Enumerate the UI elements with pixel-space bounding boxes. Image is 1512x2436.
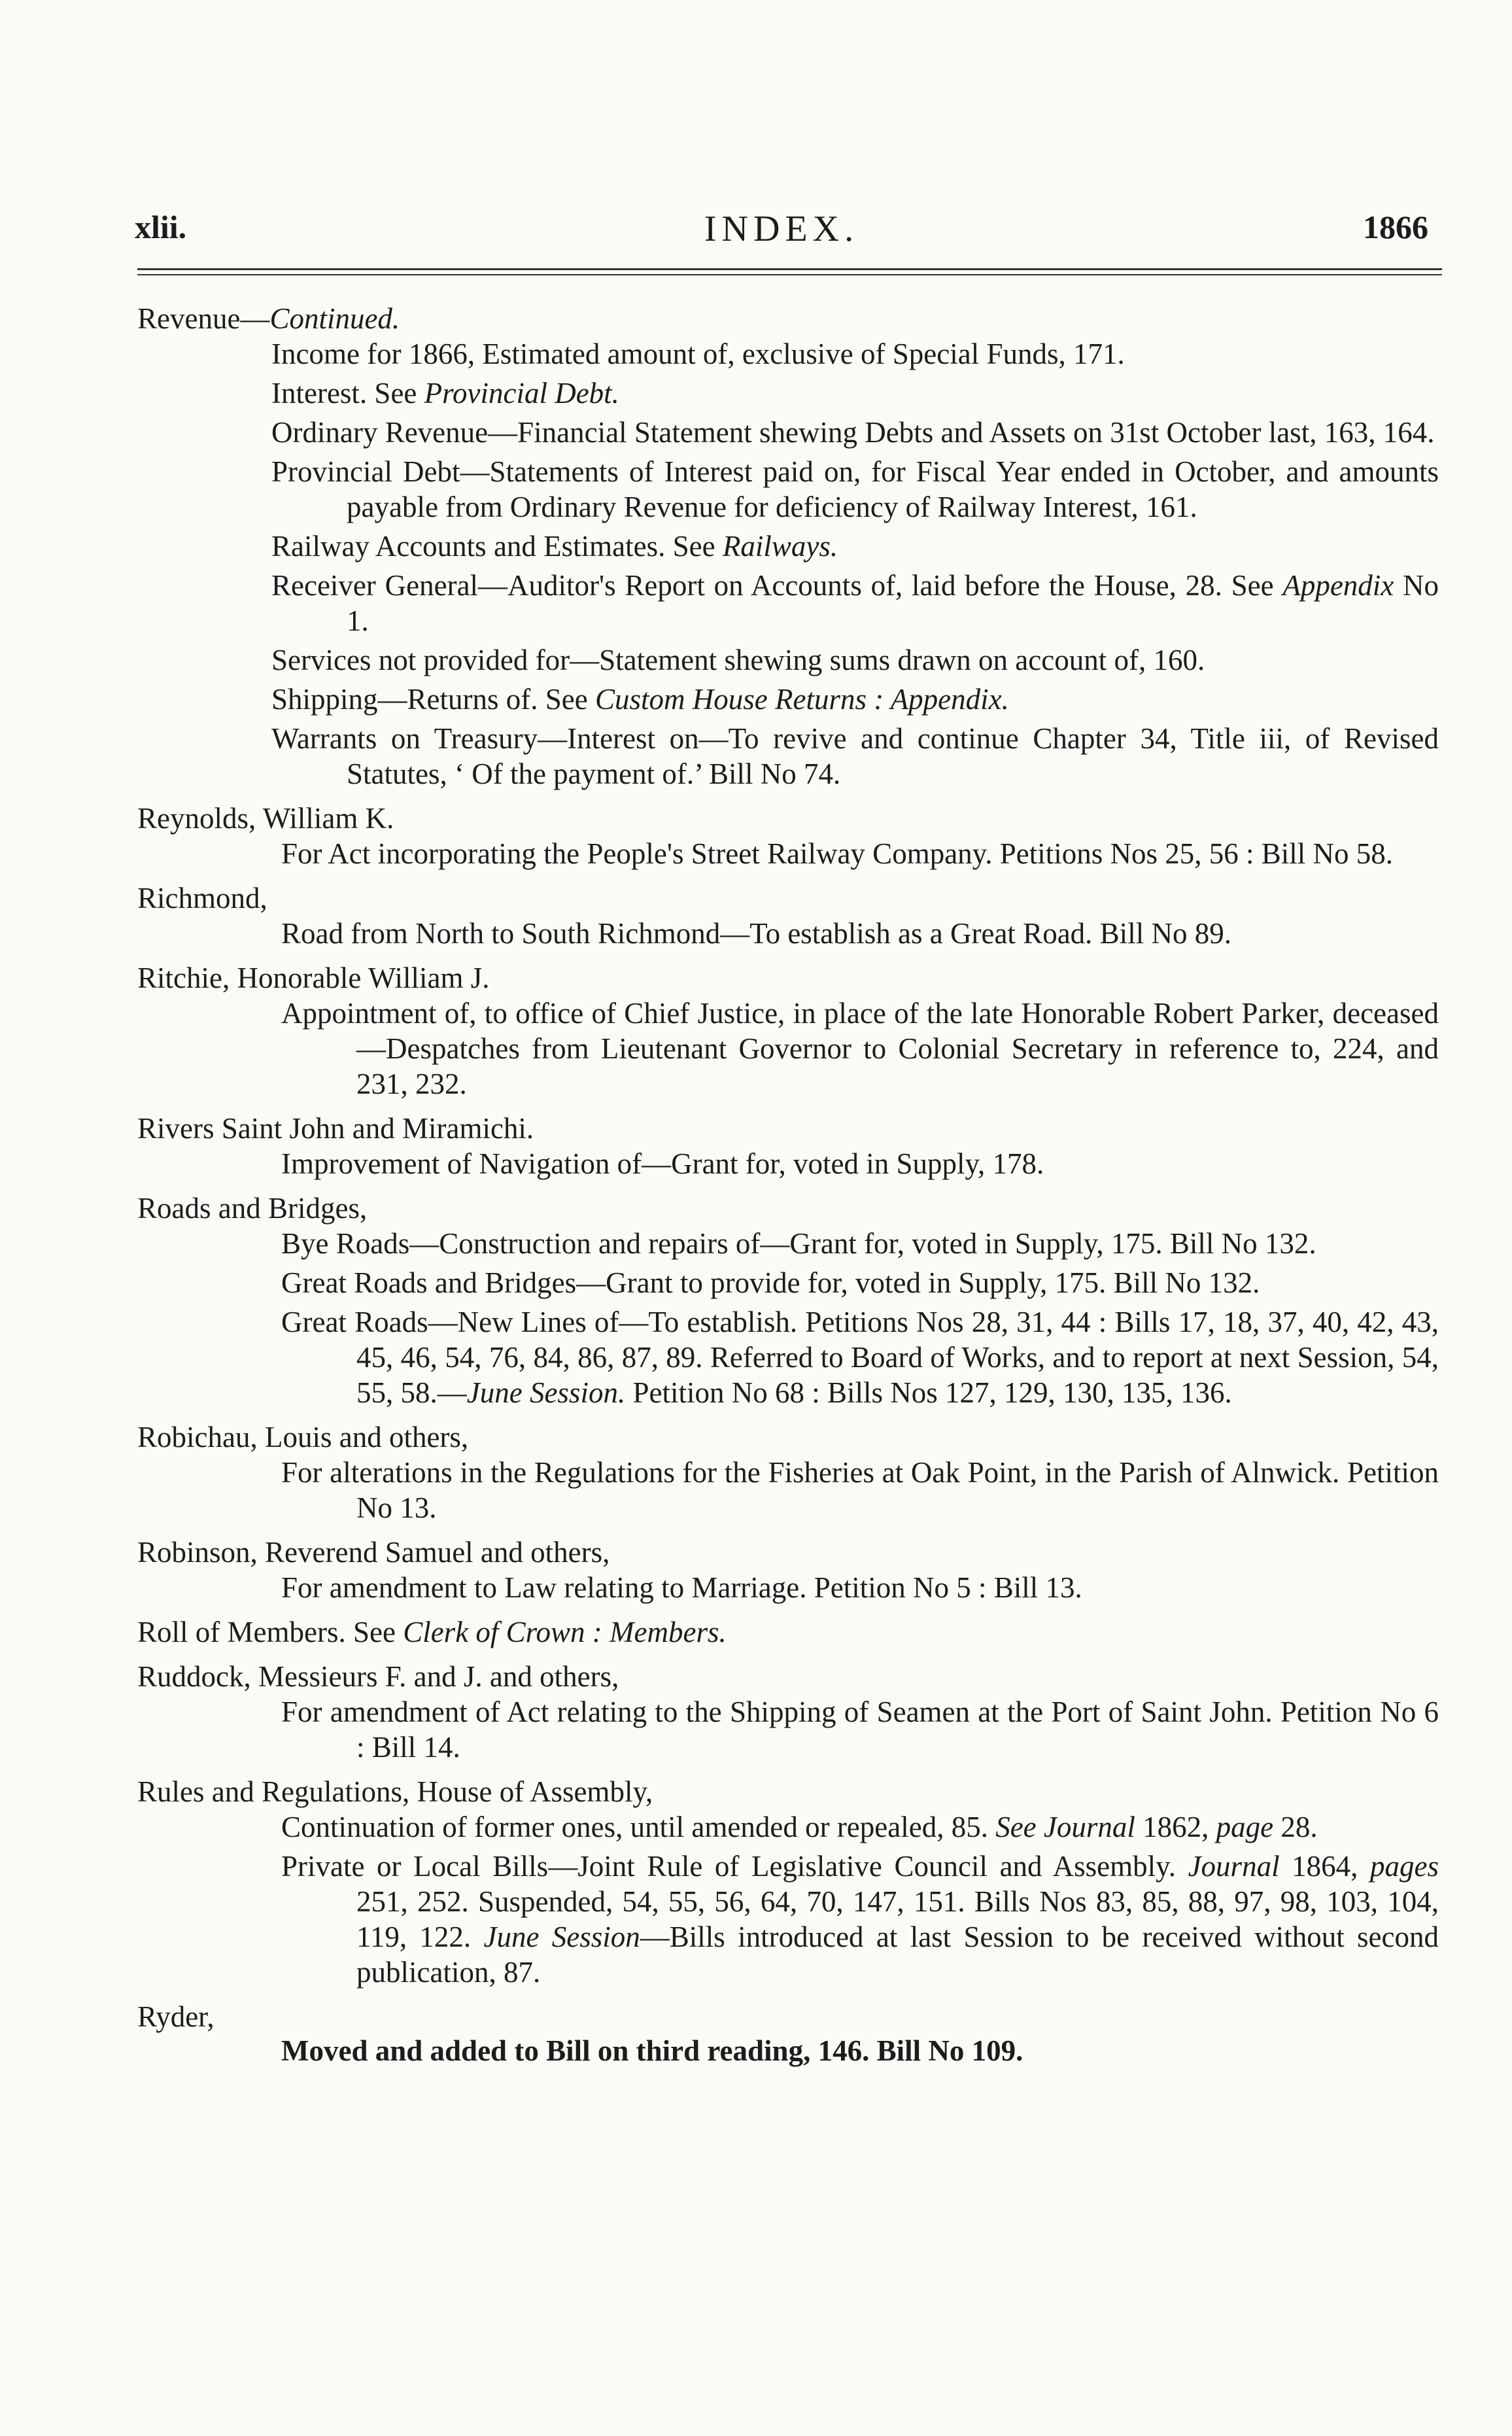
subentry: Ordinary Revenue—Financial Statement shewing Debts and Assets on 31st October last, 163, 164. xyxy=(271,416,1435,449)
entry-robichau xyxy=(137,1419,1439,1525)
subentry: Bye Roads—Construction and repairs of—Grant for, voted in Supply, 175. Bill No 132. xyxy=(281,1227,1316,1260)
subentry: For amendment to Law relating to Marriage. Petition No 5 : Bill 13. xyxy=(281,1571,1082,1604)
entry-heading: Robinson, Reverend Samuel and others, xyxy=(137,1536,610,1569)
subentry: Continuation of former ones, until amended or repealed, 85. See Journal 1862, page 28. xyxy=(281,1811,1318,1843)
index-content xyxy=(137,301,1439,2078)
subentry: Improvement of Navigation of—Grant for, voted in Supply, 178. xyxy=(281,1147,1044,1180)
subentry: Private or Local Bills—Joint Rule of Legislative Council and Assembly. Journal 1864, pages 251, 252. Suspended, 54, 55, 56, 64, 70, 147, 151. Bills Nos 83, 85, 88, 97, 98, 103, 104, 119, 122. June Session—Bills introduced at last Session to be received without second publication, 87. xyxy=(281,1850,1439,1989)
subentry: Great Roads and Bridges—Grant to provide for, voted in Supply, 175. Bill No 132. xyxy=(281,1266,1260,1299)
entry-heading: Rivers Saint John and Miramichi. xyxy=(137,1112,534,1145)
subentry: Railway Accounts and Estimates. See Railways. xyxy=(271,530,838,563)
entry-reynolds xyxy=(137,801,1439,871)
subentry: Road from North to South Richmond—To establish as a Great Road. Bill No 89. xyxy=(281,917,1231,950)
subentry: Provincial Debt—Statements of Interest paid on, for Fiscal Year ended in October, and amounts payable from Ordinary Revenue for deficiency of Railway Interest, 161. xyxy=(271,455,1439,523)
subentry: Moved and added to Bill on third reading, 146. Bill No 109. xyxy=(281,2034,1023,2067)
page-title: INDEX. xyxy=(704,209,859,249)
page-year: 1866 xyxy=(1363,209,1428,245)
subentry: Services not provided for—Statement shewing sums drawn on account of, 160. xyxy=(271,644,1205,676)
subentry: Appointment of, to office of Chief Justice, in place of the late Honorable Robert Parker, deceased—Despatches from Lieutenant Governor to Colonial Secretary in reference to, 224, and 231, 232. xyxy=(281,997,1439,1100)
subentry: Great Roads—New Lines of—To establish. Petitions Nos 28, 31, 44 : Bills 17, 18, 37, 40, 42, 43, 45, 46, 54, 76, 84, 86, 87, 89. Referred to Board of Works, and to report at next Session, 54, 55, 58.—June Session. Petition No 68 : Bills Nos 127, 129, 130, 135, 136. xyxy=(281,1306,1439,1409)
entry-rivers xyxy=(137,1111,1439,1181)
entry-heading: Roll of Members. See Clerk of Crown : Members. xyxy=(137,1616,727,1648)
page-header xyxy=(131,208,1432,247)
subentry: For amendment of Act relating to the Shipping of Seamen at the Port of Saint John. Petition No 6 : Bill 14. xyxy=(281,1696,1439,1764)
header-rule-top xyxy=(137,268,1442,270)
entry-roll xyxy=(137,1614,1439,1650)
entry-heading: Revenue—Continued. xyxy=(137,302,400,335)
entry-heading: Roads and Bridges, xyxy=(137,1192,368,1225)
subentry: Shipping—Returns of. See Custom House Returns : Appendix. xyxy=(271,683,1009,716)
header-rule-bottom xyxy=(137,274,1442,275)
page-number: xlii. xyxy=(135,209,187,245)
subentry: For Act incorporating the People's Street Railway Company. Petitions Nos 25, 56 : Bill No 58. xyxy=(281,837,1394,870)
subentry: Receiver General—Auditor's Report on Accounts of, laid before the House, 28. See Appendix No 1. xyxy=(271,569,1439,637)
entry-revenue xyxy=(137,301,1439,792)
entry-heading: Reynolds, William K. xyxy=(137,802,394,835)
entry-rules xyxy=(137,1774,1439,1990)
entry-richmond xyxy=(137,880,1439,951)
entry-roads xyxy=(137,1191,1439,1410)
entry-heading: Robichau, Louis and others, xyxy=(137,1421,469,1453)
subentry: Income for 1866, Estimated amount of, exclusive of Special Funds, 171. xyxy=(271,338,1125,370)
entry-heading: Ryder, xyxy=(137,2000,215,2033)
entry-ritchie xyxy=(137,960,1439,1102)
entry-heading: Rules and Regulations, House of Assembly, xyxy=(137,1775,653,1808)
entry-robinson xyxy=(137,1535,1439,1605)
entry-heading: Richmond, xyxy=(137,882,267,914)
entry-heading: Ruddock, Messieurs F. and J. and others, xyxy=(137,1660,619,1693)
entry-ruddock xyxy=(137,1659,1439,1765)
subentry: Interest. See Provincial Debt. xyxy=(271,377,619,409)
subentry: Warrants on Treasury—Interest on—To revive and continue Chapter 34, Title iii, of Revised Statutes, ‘ Of the payment of.’ Bill No 74. xyxy=(271,722,1439,790)
subentry: For alterations in the Regulations for the Fisheries at Oak Point, in the Parish of Alnwick. Petition No 13. xyxy=(281,1456,1439,1524)
entry-ryder xyxy=(137,1999,1439,2068)
entry-heading: Ritchie, Honorable William J. xyxy=(137,962,490,994)
